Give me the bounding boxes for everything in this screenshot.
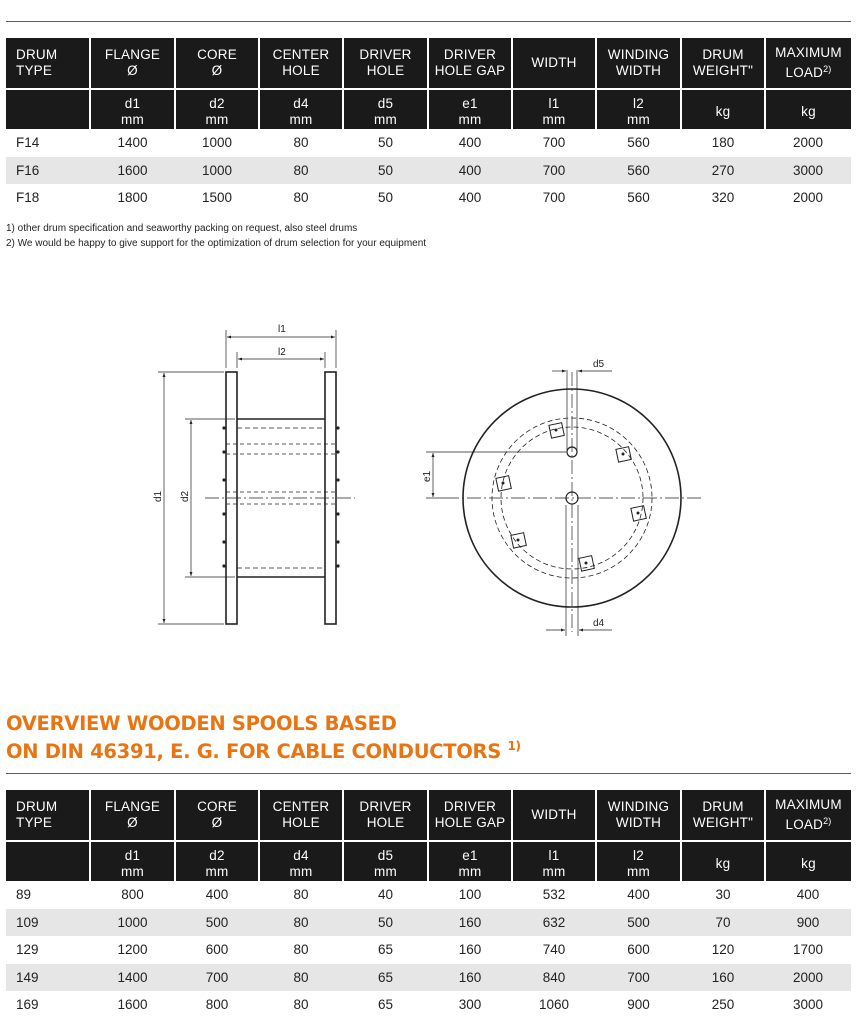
unit-header [343,841,428,881]
unit: mm [374,111,397,127]
header-line-2-text: HOLE [282,815,320,830]
value-cell: 700 [512,157,596,185]
table-body [6,129,851,212]
header-line-2-text: HOLE GAP [434,815,506,830]
unit: mm [289,111,313,127]
header-line-2-text: WIDTH [615,63,662,78]
unit-header [681,89,765,129]
header-line-2 [178,63,256,79]
header-line-1: FLANGE [104,47,161,62]
header-line-1: CENTER [272,47,330,62]
section-title-line-2-text: ON DIN 46391, E. G. FOR CABLE CONDUCTORS [6,740,501,763]
table-row [6,184,851,212]
drum-type-cell: 89 [16,887,32,903]
unit: kg [801,103,816,119]
value-cell: 560 [627,190,650,206]
label-l2: l2 [278,347,286,358]
header-line-1: DRIVER [359,799,412,814]
unit-header [428,841,512,881]
section-title-line-1: OVERVIEW WOODEN SPOOLS BASED [6,712,397,735]
value-cell: 2000 [792,190,824,206]
unit-header [175,841,259,881]
unit: mm [458,863,482,879]
symbol: d1 [124,95,141,111]
unit: kg [801,855,816,871]
header-line-2 [93,63,172,79]
header-line-2 [431,63,509,79]
value-cell: 250 [711,997,735,1013]
value-cell: 1700 [792,942,824,958]
header-line-1: DRIVER [359,47,412,62]
column-header [765,790,851,841]
header-line-2-text: WEIGHT" [692,815,754,830]
unit-header [512,841,596,881]
table-row [6,964,851,992]
label-d2: d2 [180,490,191,502]
value-cell: 300 [458,997,482,1013]
value-cell: 1600 [90,157,175,185]
header-line-2 [684,63,762,79]
unit: mm [458,111,482,127]
column-header [6,38,90,89]
header-line-1: DRUM [16,47,58,62]
label-d5: d5 [593,359,605,370]
value-cell: 400 [796,887,820,903]
header-line-1: WINDING [607,47,670,62]
column-header [343,38,428,89]
header-line-1: DRUM [702,47,744,62]
header-row [6,38,851,89]
unit: mm [627,111,650,127]
value-cell: 80 [293,887,309,903]
footnotes [6,221,426,251]
header-line-1: DRUM [16,799,58,814]
header-line-2 [431,815,509,831]
value-cell: 400 [205,887,229,903]
unit-header [765,89,851,129]
column-header [259,38,343,89]
header-line-1: CORE [197,47,237,62]
value-cell: 180 [711,135,735,151]
unit-header [512,89,596,129]
unit-header [681,841,765,881]
header-line-2-text: Ø [211,815,223,830]
unit: mm [542,111,566,127]
column-header [596,38,681,89]
value-cell: 532 [542,887,566,903]
drum-type-cell: F18 [16,190,40,206]
column-header [175,790,259,841]
unit: mm [374,863,397,879]
section-title-line-2 [6,735,521,763]
unit-header [765,841,851,881]
value-cell: 80 [293,997,309,1013]
value-cell: 65 [377,997,394,1013]
value-cell: 400 [458,190,482,206]
value-cell: 800 [121,887,144,903]
header-line-2-text: Ø [127,815,138,830]
symbol: l1 [548,95,560,111]
section-divider [6,773,851,774]
value-cell: 1600 [117,997,148,1013]
value-cell: 80 [259,964,343,992]
unit-header [90,841,175,881]
header-line-2-text: Ø [127,63,138,78]
unit: mm [121,863,144,879]
header-line-2 [599,63,678,79]
unit: mm [205,863,229,879]
value-cell: 2000 [792,135,824,151]
drum-type-cell: F16 [6,157,90,185]
table-row [6,157,851,185]
unit-header [596,89,681,129]
unit-header [259,89,343,129]
value-cell: 700 [542,135,566,151]
symbol: d4 [293,847,309,863]
value-cell: 400 [458,135,482,151]
symbol: d5 [377,847,394,863]
column-header [596,790,681,841]
header-line-2-text: Ø [211,63,223,78]
value-cell: 1500 [201,190,233,206]
header-line-2-text: WEIGHT" [692,63,754,78]
value-cell: 160 [458,942,482,958]
table-row [6,909,851,937]
header-line-1: FLANGE [104,799,161,814]
header-line-2-text: HOLE [366,63,405,78]
value-cell: 50 [343,157,428,185]
drum-spec-table [6,38,851,212]
header-line-2-text: HOLE [282,63,320,78]
header-line-1: WIDTH [531,55,577,70]
column-header [428,38,512,89]
value-cell: 400 [428,157,512,185]
header-line-2 [768,61,849,81]
drum-type-cell: 109 [6,909,90,937]
section-title [6,712,521,763]
value-cell: 80 [293,942,309,958]
value-cell: 80 [259,157,343,185]
header-line-2 [16,63,87,79]
unit-header [175,89,259,129]
column-header [90,790,175,841]
unit-header [596,841,681,881]
header-line-2-text: HOLE GAP [434,63,506,78]
header-line-2-text: HOLE [366,815,405,830]
column-header [6,790,90,841]
header-line-1: DRIVER [443,47,497,62]
table-body [6,881,851,1019]
front-view [426,370,702,636]
header-line-2-text: LOAD [785,65,824,80]
units-row [6,89,851,129]
header-line-2 [16,815,87,831]
value-cell: 600 [205,942,229,958]
unit: mm [289,863,313,879]
value-cell: 700 [175,964,259,992]
table-row [6,129,851,157]
header-line-1: WINDING [607,799,670,814]
header-line-1: WIDTH [531,807,577,822]
header-line-2-text: TYPE [16,63,53,78]
symbol: d2 [209,847,225,863]
unit-header [6,89,90,129]
symbol: l2 [633,847,644,863]
label-l1: l1 [278,324,286,335]
column-header [428,790,512,841]
header-line-1: MAXIMUM [775,797,842,812]
value-cell: 80 [259,909,343,937]
value-cell: 800 [205,997,229,1013]
header-line-1: DRUM [702,799,744,814]
value-cell: 840 [512,964,596,992]
label-e1: e1 [422,470,433,482]
unit: mm [205,111,229,127]
unit-header [428,89,512,129]
symbol: d5 [377,95,394,111]
header-footnote: 2) [823,816,832,826]
value-cell: 40 [377,887,394,903]
column-header [512,38,596,89]
value-cell: 500 [596,909,681,937]
column-header [512,790,596,841]
value-cell: 50 [377,190,394,206]
header-line-2-text: LOAD [785,817,824,832]
unit-header [6,841,90,881]
value-cell: 1400 [117,135,148,151]
header-line-1: CORE [197,799,237,814]
unit-header [343,89,428,129]
units-row [6,841,851,881]
value-cell: 160 [428,964,512,992]
value-cell: 30 [715,887,731,903]
value-cell: 100 [458,887,482,903]
value-cell: 900 [765,909,851,937]
table-row [6,991,851,1019]
symbol: d4 [293,95,309,111]
value-cell: 500 [175,909,259,937]
header-row [6,790,851,841]
drum-type-cell: 129 [16,942,39,958]
footnote-2: 2) We would be happy to give support for the optimization of drum selection for your equipment [6,238,427,249]
drum-type-cell: 169 [16,997,39,1013]
header-line-2-text: TYPE [16,815,53,830]
value-cell: 1200 [117,942,148,958]
value-cell: 1400 [90,964,175,992]
value-cell: 400 [627,887,650,903]
symbol: l1 [548,847,560,863]
header-line-2 [684,815,762,831]
header-line-2-text: WIDTH [615,815,662,830]
value-cell: 560 [627,135,650,151]
header-line-2 [178,815,256,831]
label-d4: d4 [593,618,605,629]
value-cell: 65 [377,942,394,958]
value-cell: 700 [542,190,566,206]
value-cell: 50 [377,135,394,151]
value-cell: 3000 [765,157,851,185]
unit-header [259,841,343,881]
column-header [681,38,765,89]
drum-type-cell: F14 [16,135,40,151]
unit-header [90,89,175,129]
symbol: e1 [462,847,478,863]
column-header [681,790,765,841]
header-line-2 [93,815,172,831]
value-cell: 900 [627,997,650,1013]
section-title-footnote: 1) [507,739,521,753]
column-header [343,790,428,841]
value-cell: 600 [627,942,650,958]
footnote-1: 1) other drum specification and seaworthy packing on request, also steel drums [6,223,358,234]
label-d1: d1 [153,490,164,502]
header-line-2 [346,815,425,831]
value-cell: 740 [542,942,566,958]
header-line-2 [768,813,849,833]
value-cell: 1000 [90,909,175,937]
header-line-2 [262,63,340,79]
side-view [158,330,355,624]
drum-technical-drawing [0,300,862,660]
symbol: l2 [633,95,644,111]
unit: mm [627,863,650,879]
value-cell: 320 [711,190,735,206]
unit: mm [121,111,144,127]
header-line-2 [262,815,340,831]
value-cell: 160 [428,909,512,937]
column-header [175,38,259,89]
unit: kg [715,855,731,871]
symbol: d1 [124,847,141,863]
symbol: d2 [209,95,225,111]
table-row [6,936,851,964]
drum-type-cell: 149 [6,964,90,992]
value-cell: 50 [343,909,428,937]
unit: mm [542,863,566,879]
value-cell: 700 [596,964,681,992]
header-line-1: MAXIMUM [775,45,842,60]
symbol: e1 [462,95,478,111]
column-header [90,38,175,89]
wooden-spool-table [6,790,851,1019]
value-cell: 70 [681,909,765,937]
unit: kg [715,103,731,119]
value-cell: 1800 [117,190,148,206]
header-footnote: 2) [823,64,832,74]
value-cell: 65 [343,964,428,992]
value-cell: 270 [681,157,765,185]
header-line-1: DRIVER [443,799,497,814]
value-cell: 80 [293,135,309,151]
table-row [6,881,851,909]
value-cell: 632 [512,909,596,937]
header-line-2 [599,815,678,831]
value-cell: 1000 [175,157,259,185]
header-line-2 [346,63,425,79]
header-line-1: CENTER [272,799,330,814]
value-cell: 2000 [765,964,851,992]
column-header [259,790,343,841]
value-cell: 560 [596,157,681,185]
value-cell: 1000 [201,135,233,151]
value-cell: 80 [293,190,309,206]
top-divider [6,21,851,22]
value-cell: 3000 [792,997,824,1013]
value-cell: 1060 [538,997,570,1013]
column-header [765,38,851,89]
value-cell: 160 [681,964,765,992]
value-cell: 120 [711,942,735,958]
